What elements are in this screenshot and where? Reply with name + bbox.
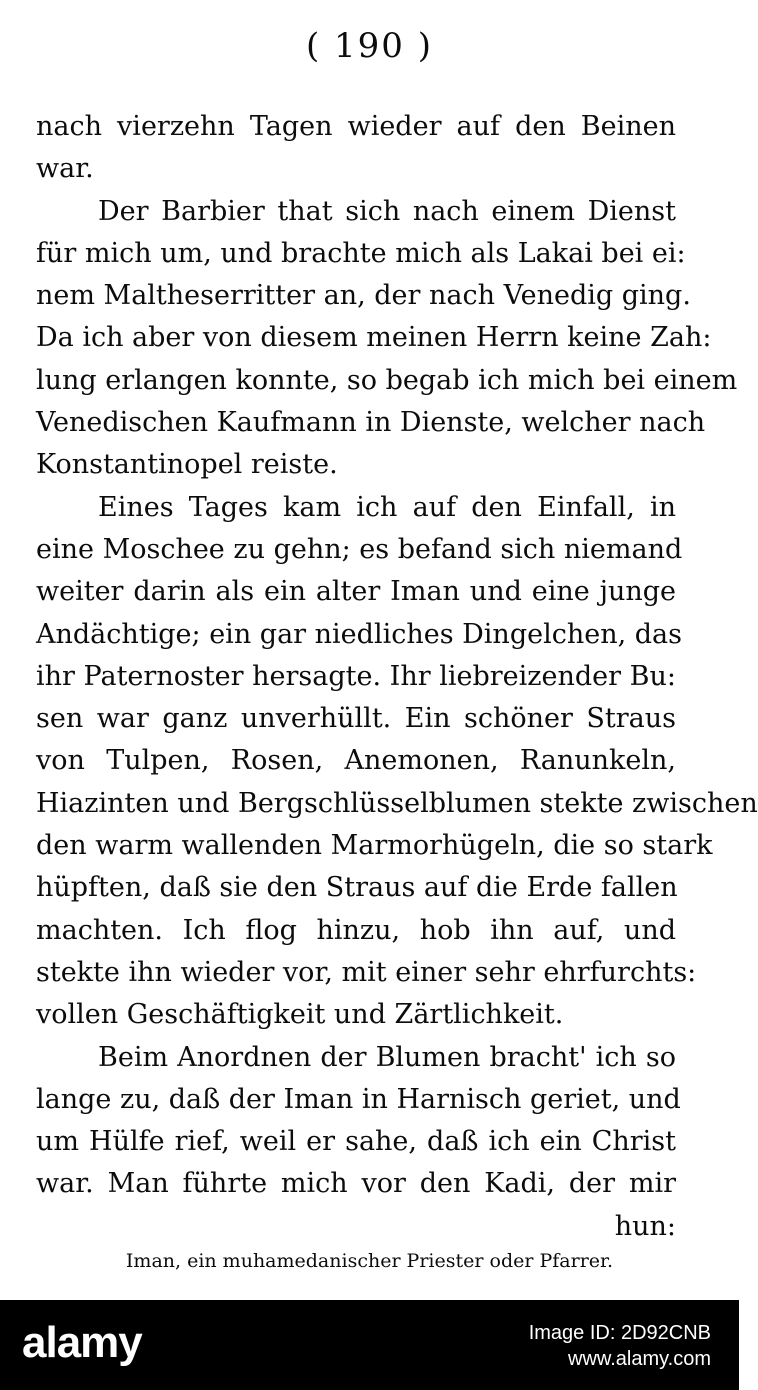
text-line: stekte ihn wieder vor, mit einer sehr ehrfurchts: [36,956,697,988]
text-line: nem Maltheserritter an, der nach Venedig ging. [36,280,691,312]
text-line: Da ich aber von diesem meinen Herrn keine Zah: [36,322,712,354]
text-line: von Tulpen, Rosen, Anemonen, Ranunkeln, [36,745,676,777]
catchword: hun: [614,1210,676,1242]
text-line: vollen Geschäftigkeit und Zärtlichkeit. [36,999,564,1031]
image-url-line: www.alamy.com [568,1348,711,1370]
text-line: ihr Paternoster hersagte. Ihr liebreizender Bu: [36,660,676,692]
image-id-line: Image ID: 2D92CNB [528,1322,711,1344]
text-line: eine Moschee zu gehn; es befand sich niemand [36,533,683,565]
alamy-logo: alamy [22,1318,142,1367]
text-line: war. [36,153,94,185]
text-line: Hiazinten und Bergschlüsselblumen stekte zwischen [36,787,758,819]
text-line: war. Man führte mich vor den Kadi, der mir [36,1168,676,1200]
watermark-bar [0,1300,739,1390]
text-line: sen war ganz unverhüllt. Ein schöner Straus [36,703,676,735]
page-number: ( 190 ) [305,26,434,66]
text-line: den warm wallenden Marmorhügeln, die so stark [36,830,713,862]
text-line: Eines Tages kam ich auf den Einfall, in [98,491,676,523]
text-line: Andächtige; ein gar niedliches Dingelchen, das [36,618,682,650]
body-text [36,106,758,1248]
text-line: lange zu, daß der Iman in Harnisch geriet, und [36,1083,681,1115]
text-line: machten. Ich flog hinzu, hob ihn auf, und [36,914,676,946]
text-line: Konstantinopel reiste. [36,449,338,481]
text-line: für mich um, und brachte mich als Lakai bei ei: [36,237,686,269]
text-line: hüpften, daß sie den Straus auf die Erde fallen [36,872,678,904]
text-line: Beim Anordnen der Blumen bracht' ich so [98,1041,676,1073]
text-line: um Hülfe rief, weil er sahe, daß ich ein Christ [36,1126,676,1158]
footnote: Iman, ein muhamedanischer Priester oder Pfarrer. [125,1250,614,1272]
text-line: lung erlangen konnte, so begab ich mich bei einem [36,364,738,396]
text-line: nach vierzehn Tagen wieder auf den Beinen [36,111,676,142]
image-id [529,1320,711,1372]
text-line: Der Barbier that sich nach einem Dienst [98,195,676,227]
text-line: weiter darin als ein alter Iman und eine junge [36,576,676,608]
text-line: Venedischen Kaufmann in Dienste, welcher nach [36,407,706,439]
